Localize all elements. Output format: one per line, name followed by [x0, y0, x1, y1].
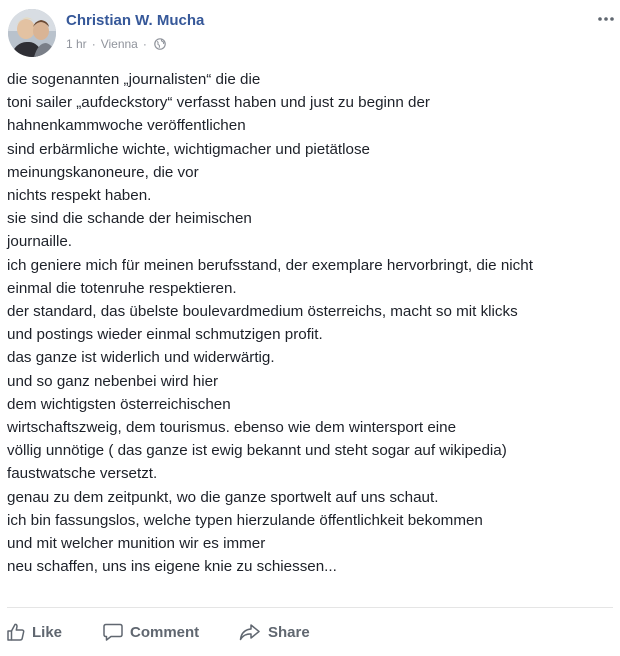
avatar[interactable]: [8, 9, 56, 57]
share-icon: [238, 622, 262, 642]
post-line: sie sind die schande der heimischen: [7, 210, 252, 228]
post-line: faustwatsche versetzt.: [7, 465, 158, 483]
globe-icon[interactable]: [154, 38, 166, 50]
post-line: das ganze ist widerlich und widerwärtig.: [7, 349, 275, 367]
post-line: einmal die totenruhe respektieren.: [7, 279, 237, 297]
share-label: Share: [268, 623, 310, 641]
post-line: und so ganz nebenbei wird hier: [7, 372, 219, 390]
comment-button[interactable]: [102, 612, 199, 652]
post-line: ich bin fassungslos, welche typen hierzulande öffentlichkeit bekommen: [7, 511, 483, 529]
post-line: wirtschaftszweig, dem tourismus. ebenso wie dem wintersport eine: [7, 419, 457, 437]
post-line: journaille.: [7, 233, 73, 251]
more-options-icon[interactable]: [596, 12, 616, 26]
post-location[interactable]: Vienna: [100, 37, 138, 51]
post-line: toni sailer „aufdeckstory“ verfasst haben und just zu beginn der: [7, 94, 430, 112]
actions-divider: [7, 607, 613, 608]
share-button[interactable]: [238, 612, 310, 652]
profile-photo: [8, 9, 56, 57]
like-label: Like: [32, 623, 63, 641]
post-actions: [0, 612, 620, 652]
comment-label: Comment: [130, 623, 200, 641]
post-body: [7, 68, 615, 578]
meta-separator: ·: [91, 37, 96, 51]
author-name[interactable]: Christian W. Mucha: [66, 12, 205, 29]
post-line: meinungskanoneure, die vor: [7, 163, 199, 181]
post-line: hahnenkammwoche veröffentlichen: [7, 117, 246, 135]
post-line: neu schaffen, uns ins eigene knie zu schiessen...: [7, 558, 337, 576]
post-line: der standard, das übelste boulevardmedium österreichs, macht so mit klicks: [7, 303, 518, 321]
post-line: genau zu dem zeitpunkt, wo die ganze sportwelt auf uns schaut.: [7, 488, 439, 506]
post-line: ich geniere mich für meinen berufsstand, der exemplare hervorbringt, die nicht: [7, 256, 533, 274]
thumbs-up-icon: [6, 622, 26, 642]
post-line: sind erbärmliche wichte, wichtigmacher und pietätlose: [7, 140, 370, 158]
post-line: und mit welcher munition wir es immer: [7, 535, 266, 553]
like-button[interactable]: [6, 612, 62, 652]
comment-icon: [102, 622, 124, 642]
post-time[interactable]: 1 hr: [66, 37, 87, 51]
post-line: völlig unnötige ( das ganze ist ewig bekannt und steht sogar auf wikipedia): [7, 442, 507, 460]
post-line: die sogenannten „journalisten“ die die: [7, 71, 261, 88]
post-line: dem wichtigsten österreichischen: [7, 395, 231, 413]
meta-separator-2: ·: [142, 37, 147, 51]
post-line: und postings wieder einmal schmutzigen profit.: [7, 326, 323, 344]
post-meta: [66, 37, 166, 51]
post-line: nichts respekt haben.: [7, 187, 152, 205]
